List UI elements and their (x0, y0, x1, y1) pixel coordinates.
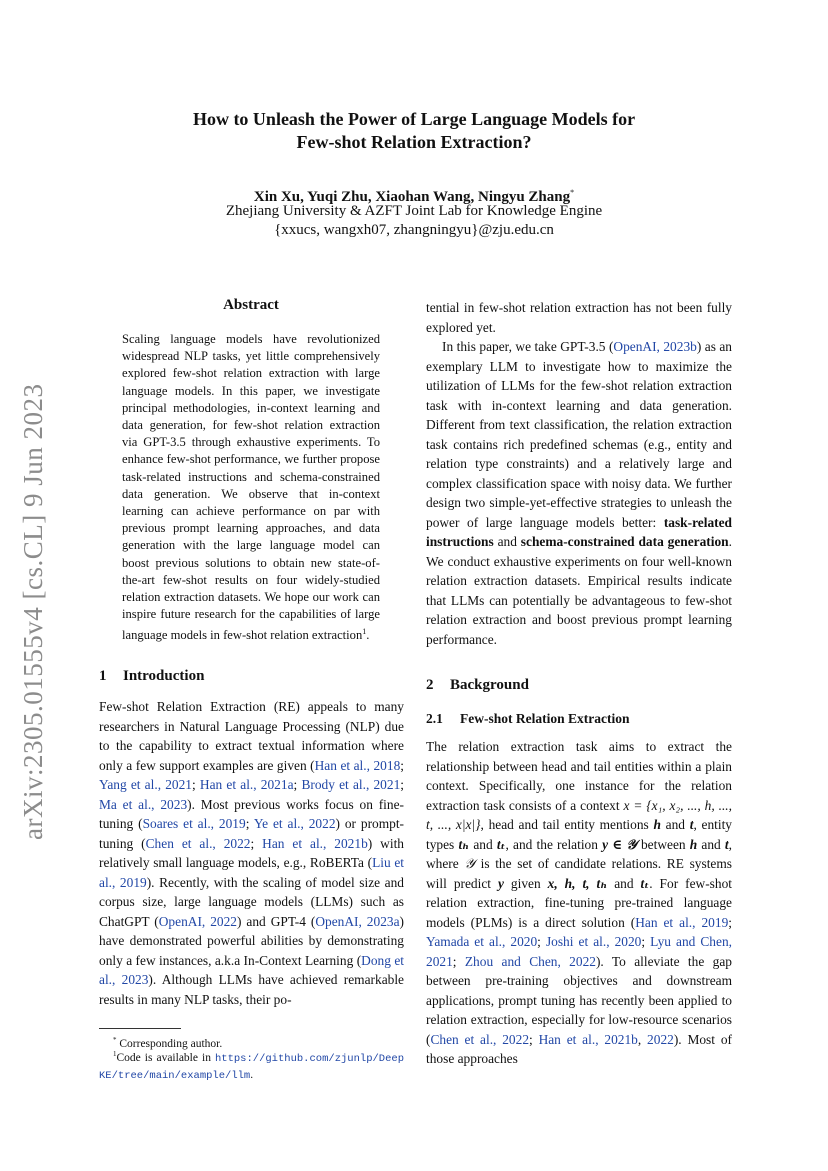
intro-paragraph (99, 697, 404, 1009)
text-run: ; (400, 757, 404, 773)
intro-continuation: tential in few-shot relation extraction has not been fully explored yet. (426, 300, 732, 335)
text-run: and (469, 836, 497, 852)
section-title: Introduction (123, 668, 205, 684)
bold-term: schema-constrained data generation (520, 534, 729, 549)
bold-term: task-related instructions (426, 514, 732, 549)
math-expression: tₜ (640, 875, 650, 891)
citation-link[interactable]: Ma et al., 2023 (99, 796, 188, 812)
text-run: ) with relatively small language models, e.g., RoBERTa ( (99, 835, 404, 870)
text-run: ; (529, 1031, 539, 1047)
text-run: The relation extraction task aims to extract the relationship between head and tail entities within a plain context. Specifically, one instance for the relation extraction task consists of a context (426, 739, 732, 813)
math-expression: y (497, 875, 504, 891)
math-expression: t (724, 836, 729, 852)
citation-link[interactable]: OpenAI, 2022 (158, 913, 237, 929)
intro-section (99, 667, 404, 686)
citation-link[interactable]: Joshi et al., 2020 (545, 934, 642, 949)
citation-link[interactable]: Ye et al., 2022 (253, 816, 336, 831)
footnote-text: Code is available in (116, 1051, 215, 1064)
subsection-heading (426, 710, 732, 728)
footnote-text: Corresponding author. (119, 1037, 223, 1050)
citation-link[interactable]: 2022 (647, 1031, 674, 1047)
text-run: Few-shot Relation Extraction (RE) appeals to many researchers in Natural Language Processing (NLP) due to the capability to extract textual information where only a few support examples are given ( (99, 699, 404, 773)
footnote-ref-1[interactable]: 1 (362, 627, 367, 637)
affiliation: Zhejiang University & AZFT Joint Lab for Knowledge Engine (225, 203, 603, 219)
text-run: between (636, 836, 690, 852)
citation-link[interactable]: OpenAI, 2023a (315, 913, 400, 929)
citation-link[interactable]: Han et al., 2021a (199, 777, 294, 792)
citation-link[interactable]: Chen et al., 2022 (145, 835, 251, 851)
citation-link[interactable]: Zhou and Chen, 2022 (464, 953, 596, 969)
text-run: ) as an exemplary LLM to investigate how to maximize the utilization of LLMs for the few-shot relation extraction task with in-context learning and data generation. Different from text classification, the relation extraction task contains rich predefined schemas (e.g., entity and relation type constraints) and a relatively large and complex classification space with noisy data. We further design two simple-yet-effective strategies to unleash the power of large language models better: (426, 339, 733, 530)
text-run: and (607, 875, 641, 891)
footnote-code (99, 1046, 404, 1084)
text-run: ). Although LLMs have achieved remarkable results in many NLP tasks, their po- (99, 972, 404, 1007)
citation-link[interactable]: Dong et al., 2023 (99, 952, 404, 987)
background-paragraph (426, 737, 732, 1069)
math-expression: h (689, 836, 698, 852)
abstract-text (122, 331, 380, 645)
subsection-number: 2.1 (426, 711, 443, 726)
text-run: , entity types (426, 817, 732, 852)
citation-link[interactable]: Brody et al., 2021 (301, 777, 401, 792)
text-run: . For few-shot relation extraction, fine-tuning pre-trained language models (PLMs) is a direct solution ( (426, 875, 732, 930)
author-footnote-mark: * (570, 188, 575, 197)
abstract-heading: Abstract (223, 297, 279, 313)
math-expression: 𝒴 (464, 856, 475, 871)
footnote-divider (99, 1028, 181, 1029)
author-emails: {xxucs, wangxh07, zhangningyu}@zju.edu.cn (274, 222, 554, 238)
citation-link[interactable]: Han et al., 2021b (538, 1031, 638, 1047)
intro-paragraph-2 (426, 337, 732, 649)
text-run: ; (728, 914, 732, 930)
text-run: ) or prompt-tuning ( (99, 816, 405, 851)
subsection-2-1 (426, 710, 732, 728)
citation-link[interactable]: Soares et al., 2019 (142, 816, 246, 831)
title-line-2: Few-shot Relation Extraction? (296, 132, 532, 152)
math-expression: h (653, 817, 661, 832)
text-run: , and the relation (505, 836, 603, 852)
citation-link[interactable]: Han et al., 2018 (314, 757, 401, 773)
text-run: and (697, 836, 725, 852)
footnote-mark: * (113, 1036, 117, 1044)
title-line-1: How to Unleash the Power of Large Language Models for (192, 109, 636, 129)
text-run: ; (245, 816, 254, 831)
citation-link[interactable]: Lyu and Chen, 2021 (426, 934, 732, 969)
background-section (426, 676, 732, 695)
section-number: 2 (426, 677, 434, 693)
text-run: ; (293, 777, 302, 792)
text-run: In this paper, we take GPT-3.5 ( (442, 339, 614, 354)
background-text (426, 737, 732, 1069)
citation-link[interactable]: Han et al., 2019 (635, 914, 729, 930)
math-expression: tₜ (496, 836, 506, 852)
text-run: given (503, 875, 548, 891)
text-run: ). Most previous works focus on fine-tuning ( (99, 796, 404, 831)
arxiv-identifier: arXiv:2305.01555v4 [cs.CL] 9 Jun 2023 (18, 383, 48, 840)
footnote-end: . (250, 1068, 254, 1081)
text-run: ; (641, 934, 651, 949)
paper-title (100, 108, 728, 154)
text-run: , (637, 1031, 648, 1047)
text-run: ). To alleviate the gap between pre-training objectives and downstream applications, prompt tuning has recently been applied to relation extraction, especially for low-resource scenarios ( (426, 953, 732, 1047)
text-run: ; (250, 835, 263, 851)
math-expression: y ∈ 𝒴 (602, 836, 637, 852)
math-expression: t (689, 817, 694, 832)
text-run: ; (537, 934, 546, 949)
section-title: Background (450, 677, 529, 693)
text-run: ). Most of those approaches (426, 1031, 732, 1066)
code-repository-link[interactable]: https://github.com/zjunlp/DeepKE/tree/main/example/llm (99, 1052, 404, 1082)
text-run: , where (426, 836, 732, 871)
text-run: , head and tail entity mentions (480, 817, 654, 832)
text-run: ; (192, 777, 200, 792)
citation-link[interactable]: OpenAI, 2023b (613, 339, 697, 354)
intro-heading (99, 667, 404, 686)
text-run: and (660, 817, 690, 832)
section-number: 1 (99, 668, 107, 684)
right-column (426, 298, 732, 649)
text-run: and (493, 534, 521, 549)
background-heading (426, 676, 732, 695)
text-run: ). Recently, with the scaling of model size and corpus size, large language models (LLMs) such as ChatGPT ( (99, 874, 404, 929)
subsection-title: Few-shot Relation Extraction (460, 711, 630, 726)
citation-link[interactable]: Yang et al., 2021 (99, 777, 193, 792)
citation-link[interactable]: Han et al., 2021b (262, 835, 368, 851)
citation-link[interactable]: Chen et al., 2022 (430, 1031, 530, 1047)
text-run: is the set of candidate relations. RE systems will predict (426, 856, 732, 891)
intro-text (99, 697, 404, 1009)
text-run: ; (452, 953, 465, 969)
text-run: . We conduct exhaustive experiments on four well-known relation extraction datasets. Empirical results indicate that LLMs can potentially be advantageous to few-shot relation extraction and boost previous prompt learning performance. (426, 534, 732, 647)
math-expression: x = {x₁, x₂, ..., h, ..., t, ..., x|x|} (426, 797, 732, 832)
math-expression: tₕ (458, 836, 470, 852)
footnote-mark: 1 (113, 1050, 117, 1058)
math-expression: x, h, t, tₕ (547, 875, 608, 891)
abstract-body: Scaling language models have revolutionized widespread NLP tasks, yet little comprehensively explored few-shot relation extraction with large language models. In this paper, we investigate principal methodologies, in-context learning and data generation, for few-shot relation extraction via GPT-3.5 through exhaustive experiments. To enhance few-shot performance, we further propose task-related instructions and schema-constrained data generation. We observe that in-context learning can achieve performance on par with previous prompt learning approaches, and data generation with the large language model can boost previous solutions to obtain new state-of-the-art few-shot results on four widely-studied relation extraction datasets. We hope our work can inspire future research for the capabilities of large language models in few-shot relation extraction (122, 332, 380, 643)
text-run: ) have demonstrated powerful abilities by demonstrating only a few instances, a.k.a In-Context Learning ( (99, 913, 404, 968)
citation-link[interactable]: Yamada et al., 2020 (426, 934, 538, 949)
citation-link[interactable]: Liu et al., 2019 (99, 855, 404, 890)
abstract-end: . (366, 628, 370, 643)
text-run: ) and GPT-4 ( (237, 913, 316, 929)
text-run: ; (400, 777, 404, 792)
author-names: Xin Xu, Yuqi Zhu, Xiaohan Wang, Ningyu Zhang (253, 189, 571, 205)
